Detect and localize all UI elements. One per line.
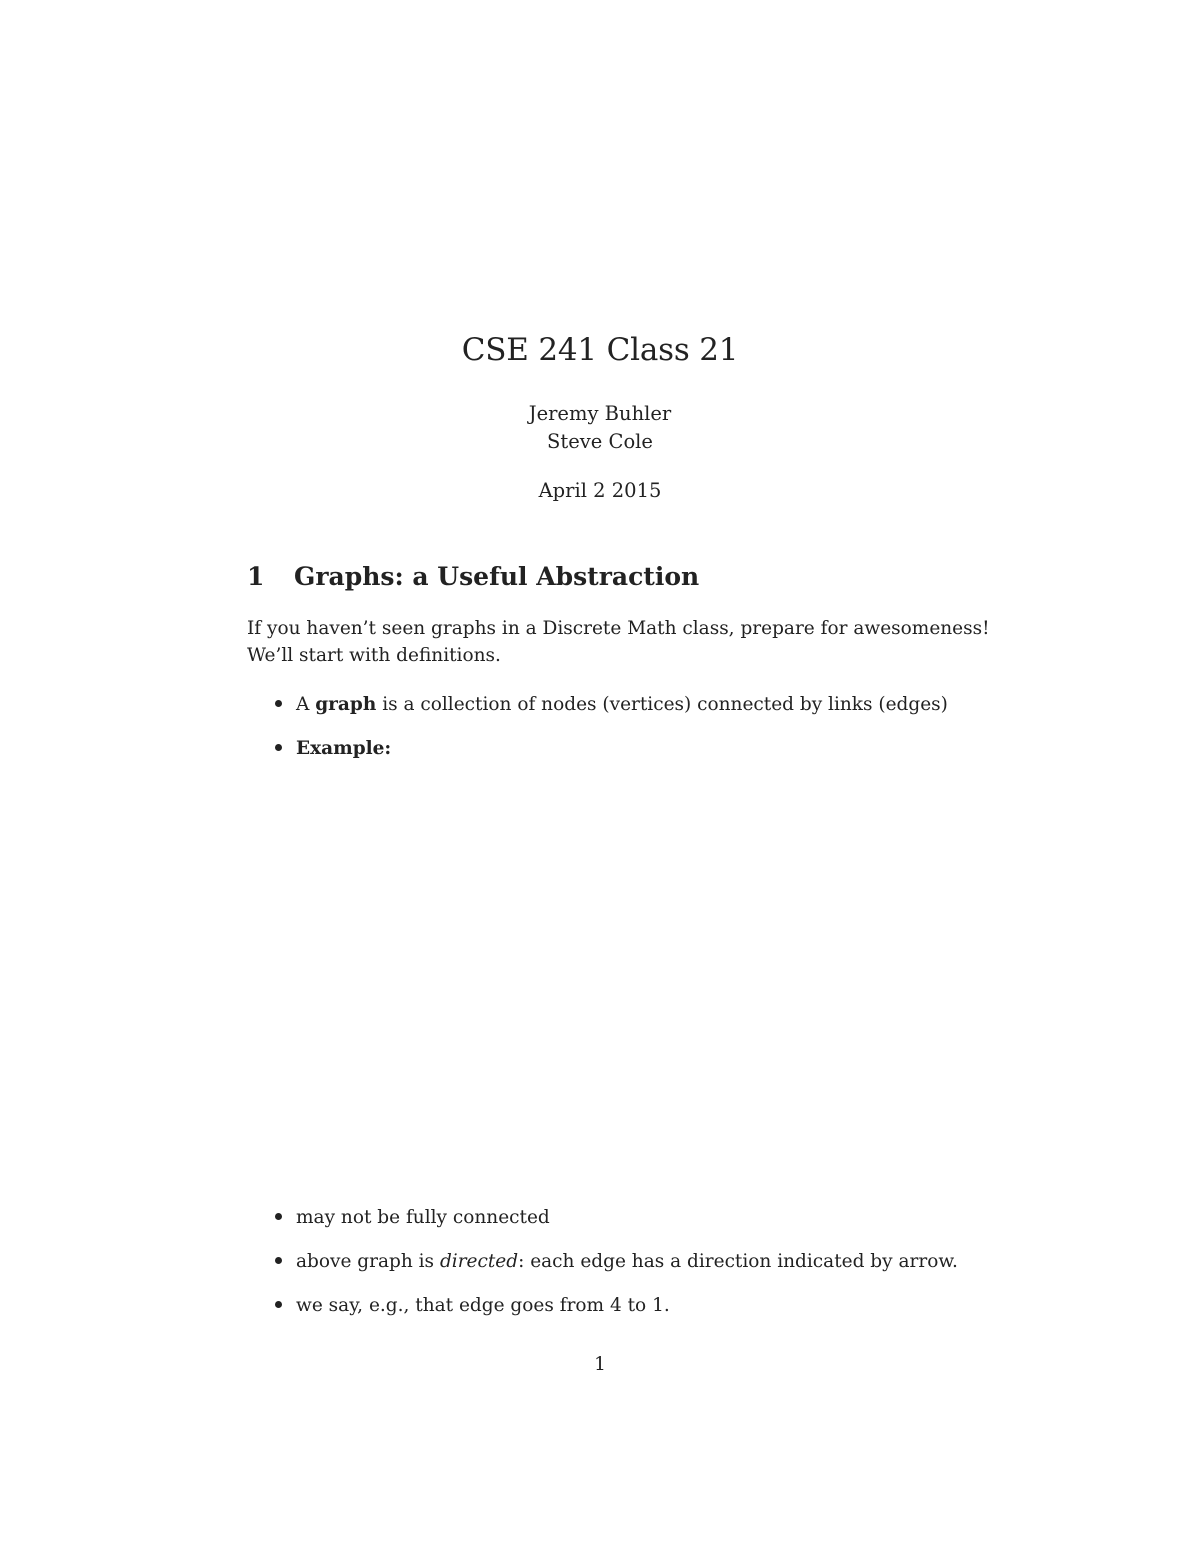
intro-line-2: We’ll start with definitions. xyxy=(247,645,501,666)
bullet-icon xyxy=(275,1257,282,1264)
bullet-icon xyxy=(275,1213,282,1220)
section-number: 1 xyxy=(247,562,265,591)
page-number: 1 xyxy=(594,1354,606,1375)
bullet-icon xyxy=(275,744,282,751)
author-name: Jeremy Buhler xyxy=(528,402,672,425)
term-graph: graph xyxy=(315,694,377,715)
intro-line-1: If you haven’t seen graphs in a Discrete Math class, prepare for awesomeness! xyxy=(247,618,990,639)
example-label: Example: xyxy=(296,738,392,759)
term-directed: directed xyxy=(439,1251,519,1272)
bullet-icon xyxy=(275,700,282,707)
bullet-item-edge-direction: we say, e.g., that edge goes from 4 to 1. xyxy=(275,1295,670,1316)
bullet-item-example xyxy=(275,738,391,759)
section-title: Graphs: a Useful Abstraction xyxy=(294,562,700,591)
bullet-item-directed: above graph is directed: each edge has a direction indicated by arrow. xyxy=(275,1251,958,1272)
bullet-icon xyxy=(275,1301,282,1308)
document-title: CSE 241 Class 21 xyxy=(461,332,739,368)
document-date: April 2 2015 xyxy=(538,479,662,502)
section-heading xyxy=(247,562,699,591)
author-name: Steve Cole xyxy=(547,430,653,453)
bullet-item-graph-definition: A graph is a collection of nodes (vertices) connected by links (edges) xyxy=(275,694,948,715)
bullet-item-not-connected: may not be fully connected xyxy=(275,1207,550,1228)
